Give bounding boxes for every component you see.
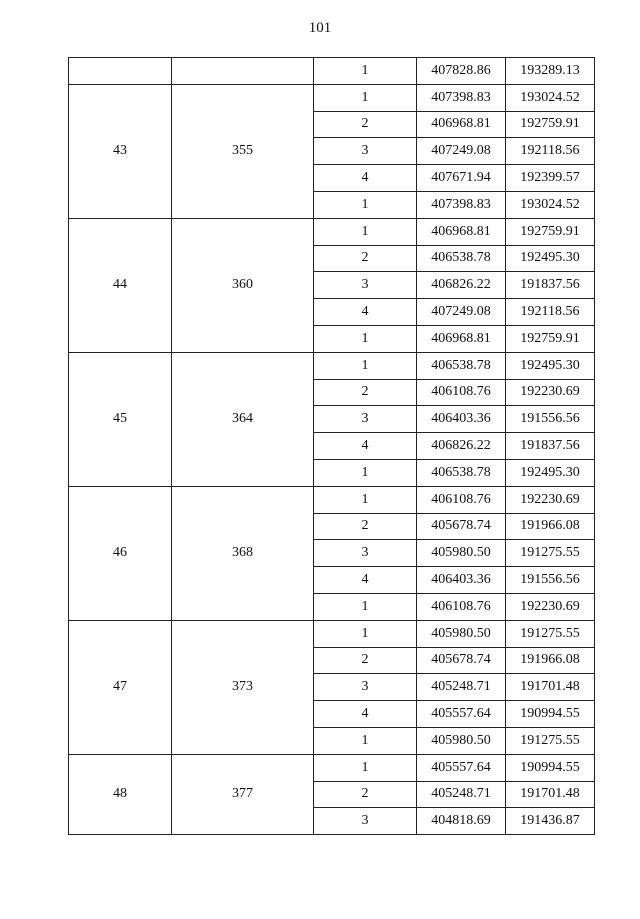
y-coordinate-cell: 192399.57 xyxy=(506,165,595,192)
plot-number-cell: 44 xyxy=(69,218,172,352)
y-coordinate-cell: 192759.91 xyxy=(506,325,595,352)
x-coordinate-cell: 405980.50 xyxy=(417,620,506,647)
point-cell: 1 xyxy=(314,754,417,781)
plot-number-cell: 43 xyxy=(69,84,172,218)
plot-cell xyxy=(69,58,172,85)
table-row xyxy=(69,352,595,379)
table-row xyxy=(69,58,595,85)
x-coordinate-cell: 406108.76 xyxy=(417,593,506,620)
point-cell: 1 xyxy=(314,191,417,218)
point-cell: 1 xyxy=(314,459,417,486)
point-cell: 4 xyxy=(314,165,417,192)
point-cell: 2 xyxy=(314,245,417,272)
y-coordinate-cell: 191556.56 xyxy=(506,406,595,433)
coordinates-table-body xyxy=(69,58,595,835)
table-row xyxy=(69,754,595,781)
y-coordinate-cell: 191275.55 xyxy=(506,540,595,567)
x-coordinate-cell: 404818.69 xyxy=(417,808,506,835)
y-coordinate-cell: 190994.55 xyxy=(506,754,595,781)
table-row xyxy=(69,486,595,513)
x-coordinate-cell: 407828.86 xyxy=(417,58,506,85)
y-coordinate-cell: 192495.30 xyxy=(506,459,595,486)
point-cell: 3 xyxy=(314,406,417,433)
point-cell: 1 xyxy=(314,593,417,620)
plot-number-cell: 47 xyxy=(69,620,172,754)
area-value-cell: 355 xyxy=(172,84,314,218)
point-cell: 4 xyxy=(314,567,417,594)
point-cell: 1 xyxy=(314,325,417,352)
area-cell xyxy=(172,58,314,85)
x-coordinate-cell: 406826.22 xyxy=(417,272,506,299)
point-cell: 2 xyxy=(314,379,417,406)
x-coordinate-cell: 407671.94 xyxy=(417,165,506,192)
x-coordinate-cell: 405248.71 xyxy=(417,674,506,701)
x-coordinate-cell: 406968.81 xyxy=(417,111,506,138)
y-coordinate-cell: 191837.56 xyxy=(506,272,595,299)
x-coordinate-cell: 406538.78 xyxy=(417,459,506,486)
point-cell: 1 xyxy=(314,58,417,85)
y-coordinate-cell: 192759.91 xyxy=(506,218,595,245)
x-coordinate-cell: 407249.08 xyxy=(417,138,506,165)
point-cell: 1 xyxy=(314,486,417,513)
table-row xyxy=(69,218,595,245)
point-cell: 2 xyxy=(314,647,417,674)
y-coordinate-cell: 192495.30 xyxy=(506,245,595,272)
point-cell: 3 xyxy=(314,272,417,299)
table-row xyxy=(69,620,595,647)
y-coordinate-cell: 192230.69 xyxy=(506,379,595,406)
area-value-cell: 368 xyxy=(172,486,314,620)
x-coordinate-cell: 405980.50 xyxy=(417,727,506,754)
point-cell: 1 xyxy=(314,84,417,111)
point-cell: 4 xyxy=(314,701,417,728)
point-cell: 2 xyxy=(314,513,417,540)
y-coordinate-cell: 191556.56 xyxy=(506,567,595,594)
plot-number-cell: 46 xyxy=(69,486,172,620)
x-coordinate-cell: 406403.36 xyxy=(417,567,506,594)
y-coordinate-cell: 192118.56 xyxy=(506,299,595,326)
y-coordinate-cell: 191701.48 xyxy=(506,781,595,808)
x-coordinate-cell: 405248.71 xyxy=(417,781,506,808)
y-coordinate-cell: 191275.55 xyxy=(506,727,595,754)
point-cell: 1 xyxy=(314,620,417,647)
y-coordinate-cell: 191436.87 xyxy=(506,808,595,835)
x-coordinate-cell: 405980.50 xyxy=(417,540,506,567)
point-cell: 2 xyxy=(314,111,417,138)
point-cell: 3 xyxy=(314,674,417,701)
y-coordinate-cell: 191275.55 xyxy=(506,620,595,647)
x-coordinate-cell: 406538.78 xyxy=(417,245,506,272)
y-coordinate-cell: 193289.13 xyxy=(506,58,595,85)
point-cell: 4 xyxy=(314,433,417,460)
coordinates-table xyxy=(68,57,595,835)
point-cell: 3 xyxy=(314,808,417,835)
y-coordinate-cell: 191966.08 xyxy=(506,647,595,674)
y-coordinate-cell: 192230.69 xyxy=(506,486,595,513)
area-value-cell: 373 xyxy=(172,620,314,754)
x-coordinate-cell: 405557.64 xyxy=(417,754,506,781)
x-coordinate-cell: 406826.22 xyxy=(417,433,506,460)
x-coordinate-cell: 405557.64 xyxy=(417,701,506,728)
point-cell: 1 xyxy=(314,727,417,754)
x-coordinate-cell: 406538.78 xyxy=(417,352,506,379)
x-coordinate-cell: 406968.81 xyxy=(417,325,506,352)
x-coordinate-cell: 406108.76 xyxy=(417,486,506,513)
y-coordinate-cell: 193024.52 xyxy=(506,84,595,111)
area-value-cell: 377 xyxy=(172,754,314,834)
y-coordinate-cell: 192230.69 xyxy=(506,593,595,620)
y-coordinate-cell: 191837.56 xyxy=(506,433,595,460)
y-coordinate-cell: 193024.52 xyxy=(506,191,595,218)
y-coordinate-cell: 192759.91 xyxy=(506,111,595,138)
x-coordinate-cell: 407398.83 xyxy=(417,84,506,111)
point-cell: 1 xyxy=(314,218,417,245)
plot-number-cell: 45 xyxy=(69,352,172,486)
area-value-cell: 360 xyxy=(172,218,314,352)
x-coordinate-cell: 406108.76 xyxy=(417,379,506,406)
x-coordinate-cell: 407249.08 xyxy=(417,299,506,326)
area-value-cell: 364 xyxy=(172,352,314,486)
y-coordinate-cell: 192495.30 xyxy=(506,352,595,379)
point-cell: 4 xyxy=(314,299,417,326)
x-coordinate-cell: 405678.74 xyxy=(417,647,506,674)
point-cell: 3 xyxy=(314,540,417,567)
y-coordinate-cell: 190994.55 xyxy=(506,701,595,728)
x-coordinate-cell: 406403.36 xyxy=(417,406,506,433)
y-coordinate-cell: 191966.08 xyxy=(506,513,595,540)
plot-number-cell: 48 xyxy=(69,754,172,834)
point-cell: 3 xyxy=(314,138,417,165)
point-cell: 2 xyxy=(314,781,417,808)
x-coordinate-cell: 405678.74 xyxy=(417,513,506,540)
table-row xyxy=(69,84,595,111)
x-coordinate-cell: 407398.83 xyxy=(417,191,506,218)
page-number: 101 xyxy=(308,20,332,36)
y-coordinate-cell: 191701.48 xyxy=(506,674,595,701)
y-coordinate-cell: 192118.56 xyxy=(506,138,595,165)
point-cell: 1 xyxy=(314,352,417,379)
x-coordinate-cell: 406968.81 xyxy=(417,218,506,245)
